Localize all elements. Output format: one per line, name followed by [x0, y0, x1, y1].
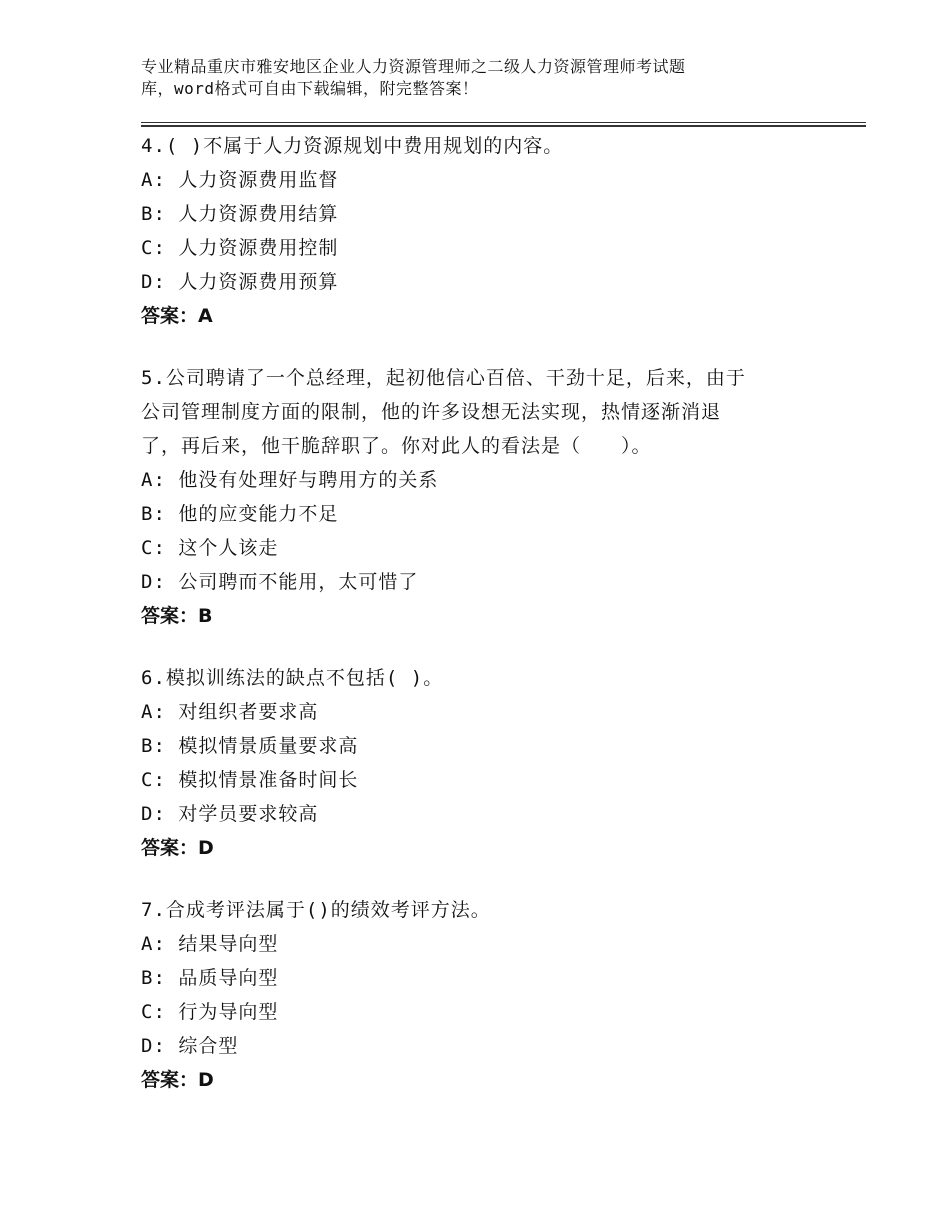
question-list	[141, 129, 841, 1125]
option-d: D: 对学员要求较高	[141, 803, 319, 825]
header-line-1: 专业精品重庆市雅安地区企业人力资源管理师之二级人力资源管理师考试题	[141, 57, 686, 76]
question-stem	[141, 893, 841, 927]
option-a: A: 他没有处理好与聘用方的关系	[141, 469, 439, 491]
question-stem	[141, 361, 841, 463]
option-c: C: 这个人该走	[141, 537, 279, 559]
header-divider-thin	[141, 122, 866, 123]
question-stem-line: 公司管理制度方面的限制，他的许多设想无法实现，热情逐渐消退	[141, 401, 722, 423]
answer-label: 答案：B	[141, 605, 213, 627]
question-6	[141, 661, 841, 865]
option-d: D: 公司聘而不能用，太可惜了	[141, 571, 419, 593]
document-header	[141, 56, 821, 100]
option-a: A: 结果导向型	[141, 933, 279, 955]
answer-label: 答案：D	[141, 837, 214, 859]
option-a: A: 人力资源费用监督	[141, 169, 339, 191]
option-c: C: 行为导向型	[141, 1001, 279, 1023]
header-line-2: 库，word格式可自由下载编辑，附完整答案！	[141, 79, 479, 98]
question-stem-line: 了，再后来，他干脆辞职了。你对此人的看法是（ ）。	[141, 435, 652, 457]
option-c: C: 模拟情景准备时间长	[141, 769, 359, 791]
option-b: B: 品质导向型	[141, 967, 279, 989]
header-divider-thick	[141, 125, 866, 127]
option-c: C: 人力资源费用控制	[141, 237, 339, 259]
option-d: D: 人力资源费用预算	[141, 271, 339, 293]
answer-label: 答案：D	[141, 1069, 214, 1091]
question-stem	[141, 129, 841, 163]
question-stem	[141, 661, 841, 695]
option-b: B: 他的应变能力不足	[141, 503, 339, 525]
question-7	[141, 893, 841, 1097]
question-stem-line: 6.模拟训练法的缺点不包括( )。	[141, 667, 444, 689]
question-4	[141, 129, 841, 333]
option-a: A: 对组织者要求高	[141, 701, 319, 723]
option-b: B: 人力资源费用结算	[141, 203, 339, 225]
option-d: D: 综合型	[141, 1035, 239, 1057]
option-b: B: 模拟情景质量要求高	[141, 735, 359, 757]
answer-label: 答案：A	[141, 305, 213, 327]
question-stem-line: 7.合成考评法属于()的绩效考评方法。	[141, 899, 491, 921]
question-5	[141, 361, 841, 633]
question-stem-line: 4.( )不属于人力资源规划中费用规划的内容。	[141, 135, 564, 157]
question-stem-line: 5.公司聘请了一个总经理，起初他信心百倍、干劲十足，后来，由于	[141, 367, 746, 389]
